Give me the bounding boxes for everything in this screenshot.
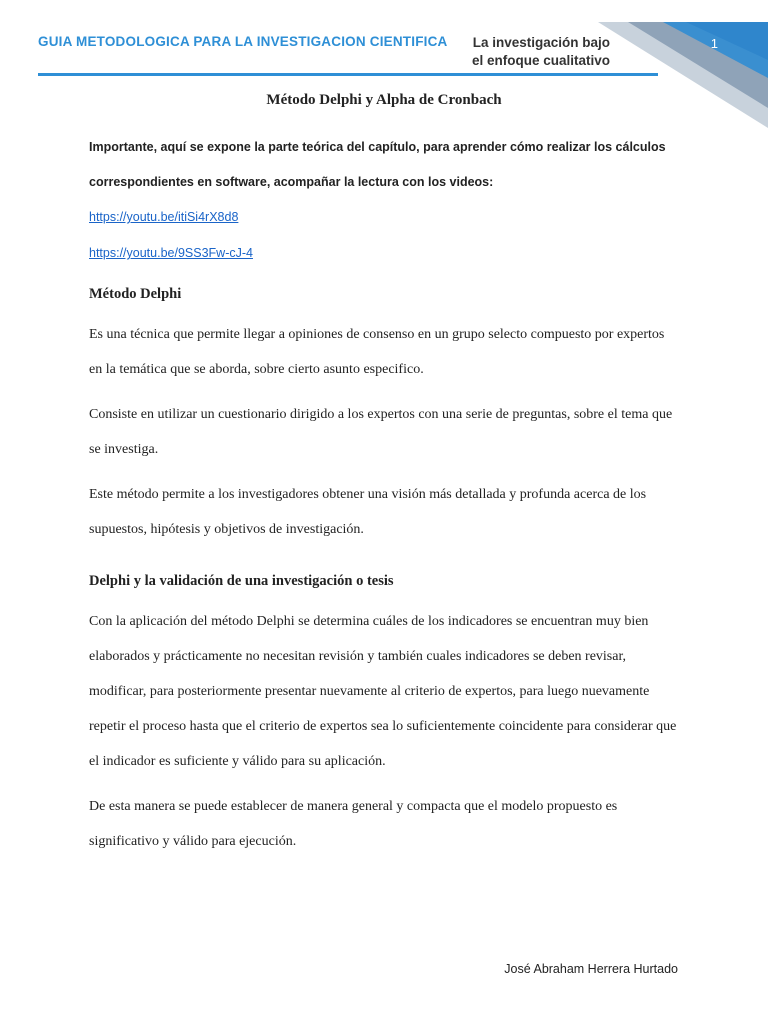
document-body (89, 130, 679, 869)
header-rule (38, 73, 658, 76)
video-link-2[interactable]: https://youtu.be/9SS3Fw-cJ-4 (89, 246, 253, 260)
paragraph: Es una técnica que permite llegar a opiniones de consenso en un grupo selecto compuesto por expertos en la temática que se aborda, sobre cierto asunto especifico. (89, 327, 665, 377)
section-heading-validation: Delphi y la validación de una investigación o tesis (89, 573, 394, 589)
corner-decoration (568, 0, 768, 140)
chapter-subtitle-line2: el enfoque cualitativo (471, 53, 610, 68)
paragraph: Con la aplicación del método Delphi se determina cuáles de los indicadores se encuentran muy bien elaborados y prácticamente no necesitan revisión y también cuales indicadores se deben revisar, modificar, para posteriormente presentar nuevamente al criterio de expertos, para luego nuevamente repetir el proceso hasta que el criterio de expertos sea lo suficientemente coincidente para considerar que el indicador es suficiente y válido para su aplicación. (89, 614, 677, 769)
paragraph: Este método permite a los investigadores obtener una visión más detallada y profunda acerca de los supuestos, hipótesis y objetivos de investigación. (89, 487, 647, 537)
important-note: Importante, aquí se expone la parte teórica del capítulo, para aprender cómo realizar los cálculos correspondientes en software, acompañar la lectura con los videos: (89, 140, 666, 189)
page-title: Método Delphi y Alpha de Cronbach (266, 92, 502, 108)
video-link-1[interactable]: https://youtu.be/itiSi4rX8d8 (89, 210, 239, 224)
footer-author: José Abraham Herrera Hurtado (504, 962, 678, 976)
guide-title: GUIA METODOLOGICA PARA LA INVESTIGACION CIENTIFICA (38, 34, 448, 49)
paragraph: De esta manera se puede establecer de manera general y compacta que el modelo propuesto es significativo y válido para ejecución. (89, 799, 618, 849)
paragraph: Consiste en utilizar un cuestionario dirigido a los expertos con una serie de preguntas, sobre el tema que se investiga. (89, 407, 673, 457)
section-heading-delphi: Método Delphi (89, 286, 182, 302)
page-number: 1 (710, 36, 718, 51)
chapter-subtitle-line1: La investigación bajo (472, 35, 610, 50)
